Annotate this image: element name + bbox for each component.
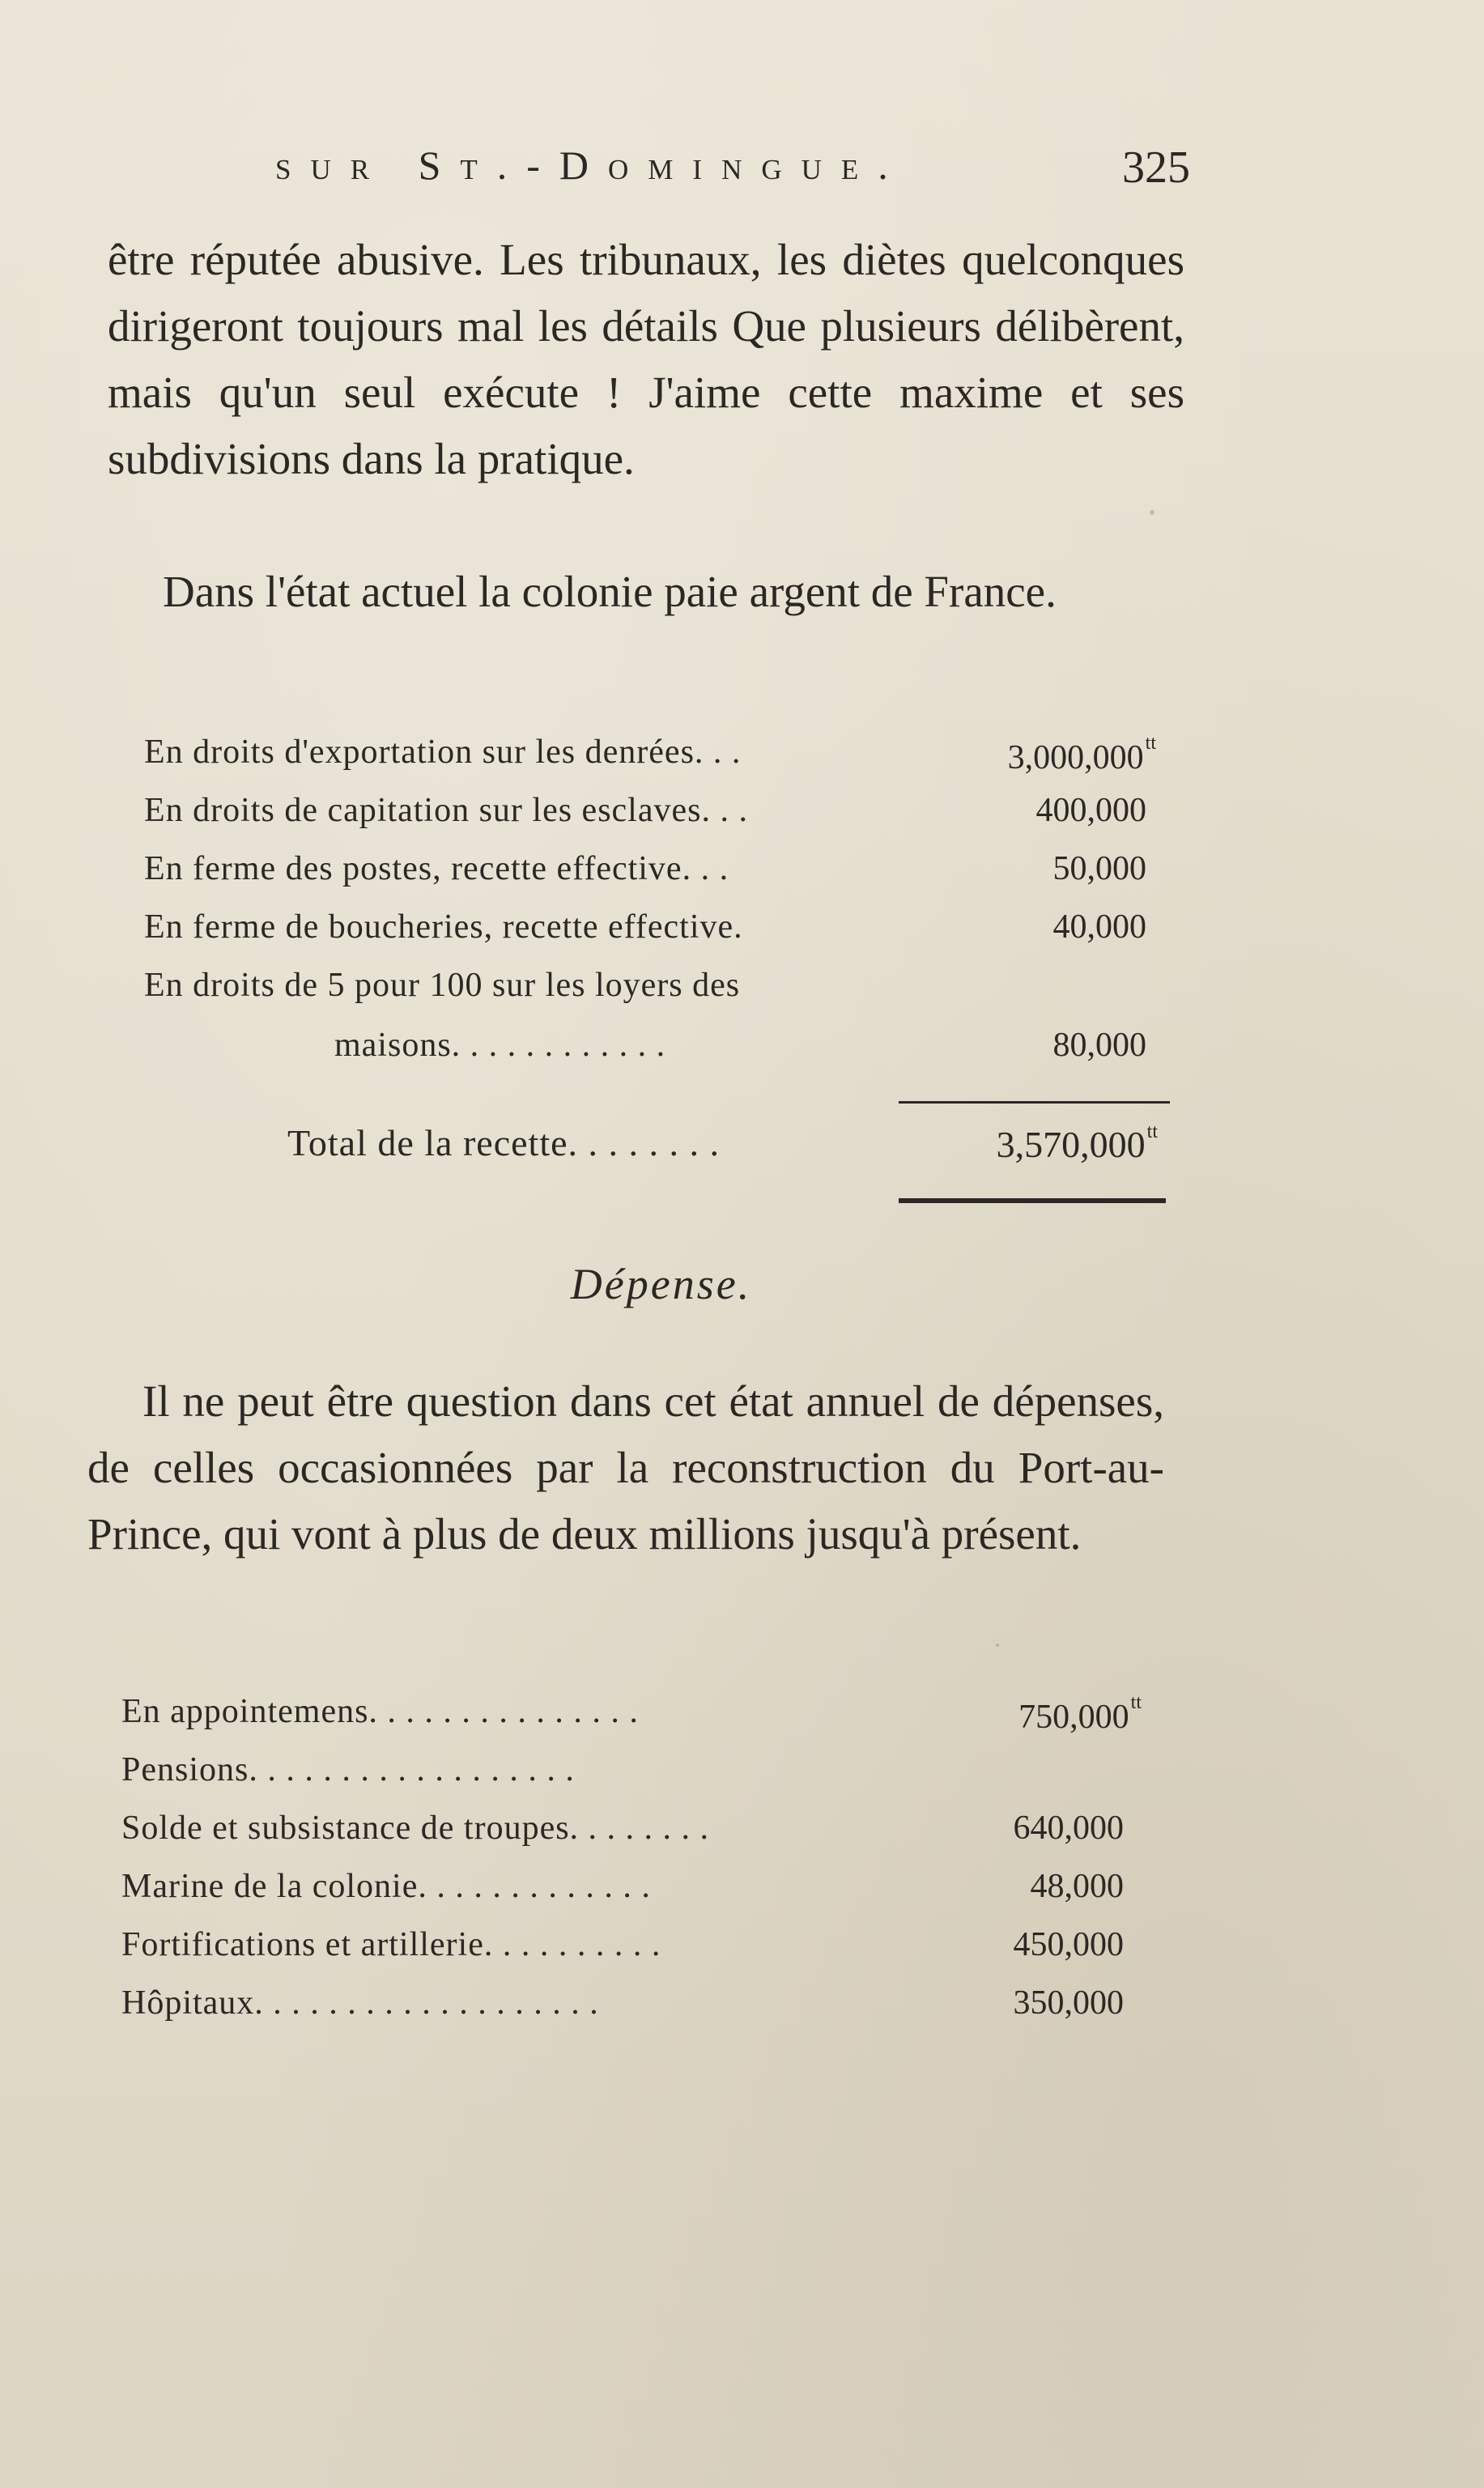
running-title: sur St.-Domingue. [275, 142, 908, 188]
receipt-amount: 50,000 [1052, 850, 1146, 887]
expense-row [121, 1925, 1174, 1974]
receipt-row [144, 966, 1197, 1014]
page-number: 325 [1122, 142, 1190, 193]
receipt-label: En ferme de boucheries, recette effective. [144, 908, 743, 946]
paragraph-expenses-note: Il ne peut être question dans cet état annuel de dépenses, de celles occasionnées par la reconstruction du Port-au-Prince, qui vont à plus de deux millions jusqu'à présent. [87, 1376, 1164, 1559]
receipt-row [144, 908, 1197, 956]
receipt-label: maisons. . . . . . . . . . . . [334, 1027, 666, 1064]
paragraph-continuation: être réputée abusive. Les tribunaux, les diètes quelconques dirigeront toujours mal les détails Que plusieurs délibèrent, mais qu'un seul exécute ! J'aime cette maxime et ses subdivisions dans la pratique. [108, 235, 1184, 483]
total-rule [899, 1198, 1166, 1203]
sum-rule [899, 1101, 1170, 1104]
receipt-label: En droits d'exportation sur les denrées. . . [144, 734, 742, 771]
paper-speck [1150, 510, 1154, 515]
expense-label: Solde et subsistance de troupes. . . . . . . . [121, 1810, 710, 1847]
total-amount: $3,570,000^{tt}$ [996, 1121, 1158, 1165]
receipts-table [144, 733, 1197, 1089]
total-label: Total de la recette. . . . . . . . [287, 1122, 721, 1163]
livre-symbol: tt [1145, 733, 1156, 754]
receipt-label: En droits de 5 pour 100 sur les loyers des [144, 967, 741, 1004]
expense-row [121, 1867, 1174, 1916]
receipt-amount: $3,000,000^{tt}$ [1007, 733, 1156, 776]
expense-label: Hôpitaux. . . . . . . . . . . . . . . . . . . [121, 1984, 599, 2022]
paper-speck [146, 1765, 150, 1771]
expense-amount: 450,000 [1013, 1926, 1124, 1963]
receipt-label: En droits de capitation sur les esclaves. . . [144, 792, 748, 829]
paragraph-colony-income: Dans l'état actuel la colonie paie argent de France. [163, 567, 1057, 616]
expense-label: Marine de la colonie. . . . . . . . . . . . . [121, 1868, 651, 1905]
expense-label: Pensions. . . . . . . . . . . . . . . . . . [121, 1751, 575, 1788]
receipt-amount: 40,000 [1052, 908, 1146, 946]
receipt-amount: 80,000 [1052, 1027, 1146, 1064]
expense-row [121, 1692, 1174, 1741]
receipt-row [334, 1026, 1197, 1074]
expense-row [121, 1809, 1174, 1857]
paper-speck [996, 1644, 999, 1647]
livre-symbol: tt [1146, 1121, 1158, 1142]
receipt-row [144, 791, 1197, 840]
expense-label: En appointemens. . . . . . . . . . . . . . . [121, 1693, 639, 1730]
receipt-amount: 400,000 [1035, 792, 1146, 829]
expense-amount: 640,000 [1013, 1810, 1124, 1847]
running-head [105, 142, 1190, 206]
expenses-table [121, 1692, 1174, 2048]
expense-label: Fortifications et artillerie. . . . . . . . . . [121, 1926, 661, 1963]
expense-amount: $750,000^{tt}$ [1018, 1692, 1142, 1736]
expense-row [121, 1750, 1174, 1799]
receipt-row [144, 733, 1197, 781]
section-heading-depense: Dépense. [570, 1260, 752, 1308]
expense-row [121, 1984, 1174, 2032]
livre-symbol: tt [1130, 1692, 1142, 1713]
receipt-label: En ferme des postes, recette effective. . . [144, 850, 729, 887]
receipt-row [144, 849, 1197, 898]
expense-amount: 350,000 [1013, 1984, 1124, 2022]
expense-amount: 48,000 [1030, 1868, 1124, 1905]
